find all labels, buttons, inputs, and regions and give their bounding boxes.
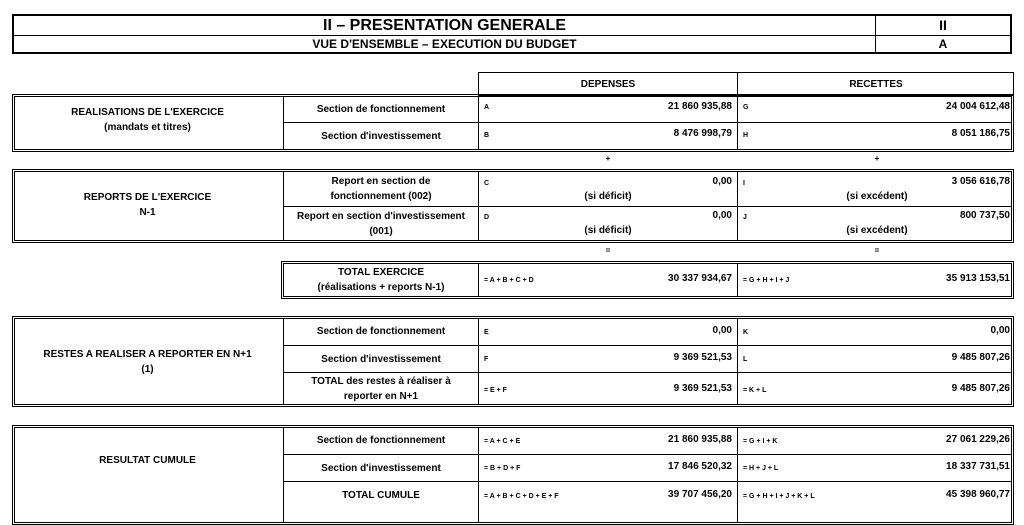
code-g: G xyxy=(743,104,749,111)
restes-label xyxy=(15,344,280,380)
total-exercice-subtitle: (réalisations + reports N-1) xyxy=(317,282,445,293)
total-exercice-rec-formula: = G + H + I + J xyxy=(743,277,790,284)
excedent-note: (si excédent) xyxy=(846,225,908,236)
realisations-row-label: Section d'investissement xyxy=(321,131,441,142)
code-b: B xyxy=(484,132,490,139)
value-a: 21 860 935,88 xyxy=(668,101,732,112)
value-k: 0,00 xyxy=(990,325,1010,336)
reports-title: REPORTS DE L'EXERCICE xyxy=(83,192,212,203)
reports-row-label-line2: fonctionnement (002) xyxy=(330,191,432,202)
total-cumule-rec-value: 45 398 960,77 xyxy=(946,489,1010,500)
resultat-invest-dep-formula: = B + D + F xyxy=(484,465,521,472)
excedent-note: (si excédent) xyxy=(846,191,908,202)
recettes-header: RECETTES xyxy=(849,78,903,90)
realisations-label xyxy=(15,100,280,140)
code-h: H xyxy=(743,132,749,139)
restes-row-label xyxy=(284,346,478,372)
value-f: 9 369 521,53 xyxy=(673,352,732,363)
restes-total-dep-value: 9 369 521,53 xyxy=(673,383,732,394)
plus-sign: + xyxy=(874,154,880,163)
code-c: C xyxy=(484,180,490,187)
restes-row-label xyxy=(284,318,478,345)
reports-row-label-line1: Report en section de xyxy=(331,176,431,187)
value-b: 8 476 998,79 xyxy=(673,128,732,139)
total-exercice-dep-formula: = A + B + C + D xyxy=(484,277,534,284)
restes-total-rec-value: 9 485 807,26 xyxy=(951,383,1010,394)
code-l: L xyxy=(743,356,748,363)
code-i: I xyxy=(743,180,745,187)
resultat-invest-dep-value: 17 846 520,32 xyxy=(668,461,732,472)
code-a: A xyxy=(484,104,490,111)
total-cumule-rec-formula: = G + H + I + J + K + L xyxy=(743,493,815,500)
restes-title: RESTES A REALISER A REPORTER EN N+1 xyxy=(43,349,252,360)
page-subtitle: VUE D'ENSEMBLE – EXECUTION DU BUDGET xyxy=(312,36,577,51)
deficit-note: (si déficit) xyxy=(584,225,632,236)
realisations-subtitle: (mandats et titres) xyxy=(104,122,191,133)
reports-row-label-line1: Report en section d'investissement xyxy=(297,211,465,222)
value-j: 800 737,50 xyxy=(959,210,1010,221)
total-exercice-dep-value: 30 337 934,67 xyxy=(668,273,732,284)
reports-row-label xyxy=(284,172,478,206)
value-d: 0,00 xyxy=(712,210,732,221)
code-d: D xyxy=(484,214,490,221)
section-code: II xyxy=(939,17,947,33)
restes-total-dep-formula: = E + F xyxy=(484,387,507,394)
total-exercice-rec-value: 35 913 153,51 xyxy=(946,273,1010,284)
restes-row-label-line1: TOTAL des restes à réaliser à xyxy=(311,376,451,387)
restes-row-label xyxy=(284,373,478,405)
resultat-row-label: Section d'investissement xyxy=(321,462,441,474)
resultat-label: RESULTAT CUMULE xyxy=(99,454,196,466)
equals-sign: = xyxy=(605,246,611,255)
value-h: 8 051 186,75 xyxy=(951,128,1010,139)
restes-row-label-line2: reporter en N+1 xyxy=(343,391,419,402)
reports-label xyxy=(15,185,280,225)
reports-row-label xyxy=(284,207,478,241)
value-l: 9 485 807,26 xyxy=(951,352,1010,363)
code-k: K xyxy=(743,329,749,336)
resultat-fonct-rec-value: 27 061 229,26 xyxy=(946,434,1010,445)
realisations-row-label: Section de fonctionnement xyxy=(316,103,446,115)
resultat-fonct-dep-value: 21 860 935,88 xyxy=(668,434,732,445)
code-f: F xyxy=(484,356,489,363)
restes-row-label-line1: Section de fonctionnement xyxy=(316,326,446,337)
resultat-invest-rec-formula: = H + J + L xyxy=(743,465,779,472)
resultat-row-label: TOTAL CUMULE xyxy=(342,489,420,501)
value-g: 24 004 612,48 xyxy=(946,101,1010,112)
restes-total-rec-formula: = K + L xyxy=(743,387,767,394)
total-exercice-label xyxy=(284,263,478,297)
resultat-row-label: Section de fonctionnement xyxy=(316,435,446,446)
depenses-header: DEPENSES xyxy=(580,78,636,90)
reports-row-label-line2: (001) xyxy=(369,226,393,237)
deficit-note: (si déficit) xyxy=(584,191,632,202)
value-e: 0,00 xyxy=(712,325,732,336)
total-cumule-dep-formula: = A + B + C + D + E + F xyxy=(484,493,559,500)
reports-subtitle: N-1 xyxy=(139,207,156,218)
equals-sign: = xyxy=(874,246,880,255)
total-exercice-title: TOTAL EXERCICE xyxy=(337,267,425,278)
restes-row-label-line1: Section d'investissement xyxy=(321,353,441,365)
resultat-fonct-dep-formula: = A + C + E xyxy=(484,438,521,445)
page-title: II – PRESENTATION GENERALE xyxy=(323,17,566,34)
subsection-code: A xyxy=(938,36,948,51)
total-cumule-dep-value: 39 707 456,20 xyxy=(668,489,732,500)
code-j: J xyxy=(743,214,747,221)
plus-sign: + xyxy=(605,154,611,163)
resultat-invest-rec-value: 18 337 731,51 xyxy=(946,461,1010,472)
value-i: 3 056 616,78 xyxy=(951,176,1010,187)
code-e: E xyxy=(484,329,489,336)
restes-footnote-ref: (1) xyxy=(141,364,154,375)
value-c: 0,00 xyxy=(712,176,732,187)
resultat-fonct-rec-formula: = G + I + K xyxy=(743,438,778,445)
realisations-title: REALISATIONS DE L'EXERCICE xyxy=(71,107,224,118)
